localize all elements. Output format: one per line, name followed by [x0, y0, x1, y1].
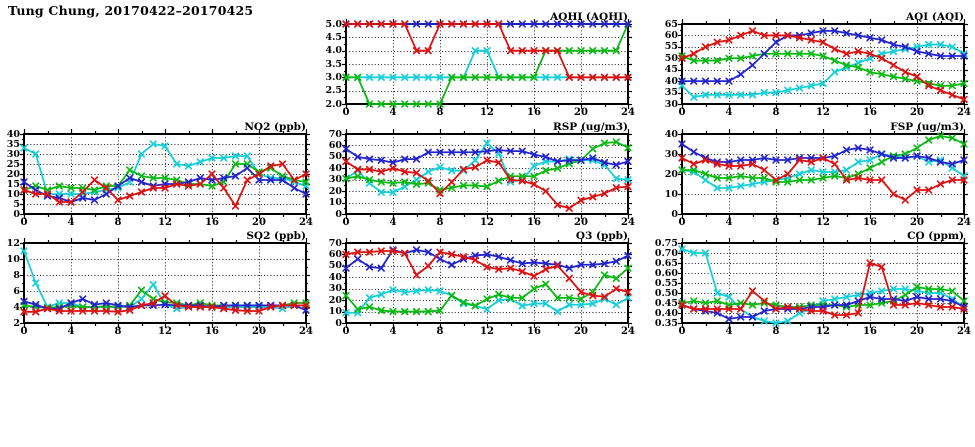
co-plot-canvas [672, 233, 974, 333]
x-tick-label: 24 [621, 326, 635, 337]
x-tick-label: 12 [480, 217, 494, 228]
y-tick-label: 0 [335, 317, 342, 329]
aqi-plot-canvas [672, 14, 974, 114]
y-tick-label: 50 [328, 260, 342, 272]
y-tick-label: 5.0 [325, 18, 342, 30]
y-tick-label: 40 [6, 128, 20, 140]
y-tick-label: 20 [328, 185, 342, 197]
y-tick-label: 35 [664, 87, 678, 99]
x-tick-label: 20 [252, 326, 266, 337]
rsp-plot-canvas [336, 124, 638, 224]
x-tick-label: 20 [910, 217, 924, 228]
x-tick-label: 16 [527, 217, 541, 228]
y-tick-label: 45 [664, 64, 678, 76]
x-tick-label: 4 [725, 326, 733, 337]
y-tick-label: 0.45 [654, 297, 678, 309]
chart-aqhi [316, 11, 640, 120]
y-tick-label: 0.60 [654, 267, 678, 279]
x-tick-label: 0 [678, 107, 686, 118]
y-tick-label: 35 [6, 138, 20, 150]
y-tick-label: 0.75 [654, 237, 678, 249]
y-tick-label: 0.35 [654, 317, 678, 329]
y-tick-label: 10 [328, 197, 342, 209]
x-tick-label: 16 [205, 217, 219, 228]
x-tick-label: 4 [67, 326, 75, 337]
x-tick-label: 20 [574, 217, 588, 228]
x-tick-label: 0 [20, 217, 28, 228]
x-tick-label: 4 [389, 217, 397, 228]
y-tick-label: 4 [13, 301, 20, 313]
x-tick-label: 16 [527, 326, 541, 337]
y-tick-label: 0.55 [654, 277, 678, 289]
x-tick-label: 16 [863, 326, 877, 337]
x-tick-label: 8 [436, 217, 444, 228]
chart-no2 [0, 121, 318, 230]
x-tick-label: 8 [114, 326, 122, 337]
y-tick-label: 2 [13, 317, 20, 329]
page-title: Tung Chung, 20170422–20170425 [8, 3, 254, 18]
y-tick-label: 30 [328, 283, 342, 295]
y-tick-label: 50 [664, 52, 678, 64]
x-tick-label: 24 [621, 107, 635, 118]
y-tick-label: 0 [13, 208, 20, 220]
y-tick-label: 30 [664, 98, 678, 110]
x-tick-label: 12 [158, 217, 172, 228]
x-tick-label: 0 [678, 217, 686, 228]
no2-plot-canvas [14, 124, 316, 224]
y-tick-label: 4.5 [325, 31, 342, 43]
aqhi-plot-canvas [336, 14, 638, 114]
x-tick-label: 0 [342, 107, 350, 118]
chart-aqi [652, 11, 975, 120]
x-tick-label: 8 [772, 107, 780, 118]
y-tick-label: 20 [6, 168, 20, 180]
y-tick-label: 3.0 [325, 71, 342, 83]
x-tick-label: 4 [389, 107, 397, 118]
x-tick-label: 20 [252, 217, 266, 228]
y-tick-label: 40 [328, 271, 342, 283]
so2-plot-canvas [14, 233, 316, 333]
y-tick-label: 20 [664, 168, 678, 180]
x-tick-label: 16 [863, 107, 877, 118]
chart-co [652, 230, 975, 339]
chart-o3 [316, 230, 640, 339]
chart-so2 [0, 230, 318, 339]
fsp-plot-canvas [672, 124, 974, 224]
x-tick-label: 0 [342, 326, 350, 337]
y-tick-label: 25 [6, 158, 20, 170]
y-tick-label: 60 [328, 139, 342, 151]
y-tick-label: 30 [664, 148, 678, 160]
x-tick-label: 12 [816, 217, 830, 228]
y-tick-label: 4.0 [325, 45, 342, 57]
x-tick-label: 12 [816, 326, 830, 337]
y-tick-label: 2.5 [325, 85, 342, 97]
y-tick-label: 30 [6, 148, 20, 160]
y-tick-label: 50 [328, 151, 342, 163]
y-tick-label: 60 [664, 29, 678, 41]
x-tick-label: 16 [205, 326, 219, 337]
x-tick-label: 8 [772, 326, 780, 337]
x-tick-label: 20 [574, 326, 588, 337]
y-tick-label: 12 [6, 237, 20, 249]
x-tick-label: 24 [957, 326, 971, 337]
y-tick-label: 10 [328, 306, 342, 318]
chart-rsp [316, 121, 640, 230]
y-tick-label: 2.0 [325, 98, 342, 110]
x-tick-label: 20 [910, 107, 924, 118]
x-tick-label: 4 [67, 217, 75, 228]
y-tick-label: 10 [6, 253, 20, 265]
x-tick-label: 16 [527, 107, 541, 118]
x-tick-label: 0 [20, 326, 28, 337]
y-tick-label: 0.65 [654, 257, 678, 269]
x-tick-label: 16 [863, 217, 877, 228]
y-tick-label: 55 [664, 41, 678, 53]
x-tick-label: 8 [772, 217, 780, 228]
x-tick-label: 24 [957, 107, 971, 118]
y-tick-label: 40 [328, 162, 342, 174]
y-tick-label: 10 [6, 188, 20, 200]
y-tick-label: 20 [328, 294, 342, 306]
x-tick-label: 0 [342, 217, 350, 228]
x-tick-label: 4 [725, 217, 733, 228]
x-tick-label: 8 [436, 107, 444, 118]
y-tick-label: 70 [328, 128, 342, 140]
y-tick-label: 15 [6, 178, 20, 190]
y-tick-label: 5 [13, 198, 20, 210]
y-tick-label: 8 [13, 269, 20, 281]
y-tick-label: 70 [328, 237, 342, 249]
y-tick-label: 40 [664, 75, 678, 87]
x-tick-label: 12 [816, 107, 830, 118]
y-tick-label: 40 [664, 128, 678, 140]
y-tick-label: 0 [671, 208, 678, 220]
y-tick-label: 30 [328, 174, 342, 186]
x-tick-label: 24 [299, 326, 313, 337]
x-tick-label: 24 [621, 217, 635, 228]
y-tick-label: 10 [664, 188, 678, 200]
x-tick-label: 0 [678, 326, 686, 337]
y-tick-label: 0.50 [654, 287, 678, 299]
x-tick-label: 20 [574, 107, 588, 118]
x-tick-label: 4 [389, 326, 397, 337]
x-tick-label: 12 [480, 326, 494, 337]
y-tick-label: 6 [13, 285, 20, 297]
y-tick-label: 60 [328, 248, 342, 260]
x-tick-label: 24 [957, 217, 971, 228]
y-tick-label: 3.5 [325, 58, 342, 70]
y-tick-label: 0.70 [654, 247, 678, 259]
x-tick-label: 8 [114, 217, 122, 228]
x-tick-label: 4 [725, 107, 733, 118]
y-tick-label: 65 [664, 18, 678, 30]
x-tick-label: 12 [480, 107, 494, 118]
x-tick-label: 8 [436, 326, 444, 337]
y-tick-label: 0.40 [654, 307, 678, 319]
x-tick-label: 12 [158, 326, 172, 337]
x-tick-label: 24 [299, 217, 313, 228]
y-tick-label: 0 [335, 208, 342, 220]
x-tick-label: 20 [910, 326, 924, 337]
o3-plot-canvas [336, 233, 638, 333]
chart-fsp [652, 121, 975, 230]
